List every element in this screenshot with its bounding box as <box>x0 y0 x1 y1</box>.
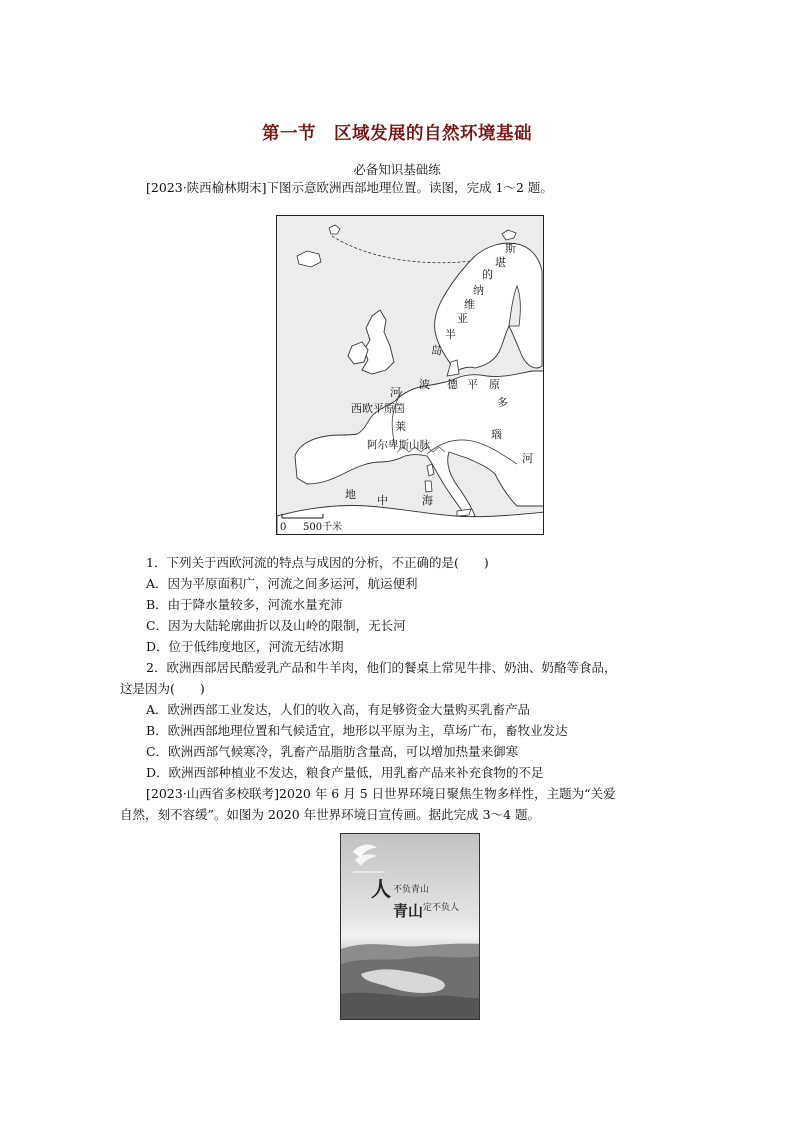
poster-logo-icon <box>353 845 385 872</box>
question-1-stem: 1．下列关于西欧河流的特点与成因的分析，不正确的是( ) <box>146 555 489 570</box>
poster-slogan-line2: 定不负人 <box>423 903 460 913</box>
question-2-stem: 2．欧洲西部居民酷爱乳产品和牛羊肉，他们的餐桌上常见牛排、奶油、奶酪等食品， <box>146 660 617 675</box>
europe-map-drawing <box>277 216 544 535</box>
poster-slogan-line1: 不负青山 <box>393 885 430 895</box>
map-label: 德 <box>447 378 458 391</box>
map-label: 波 <box>419 378 430 391</box>
map-label: 莱 <box>395 420 406 433</box>
europe-map <box>276 215 544 535</box>
map-label: 河 <box>522 452 533 465</box>
page-title: 第一节 区域发展的自然环境基础 <box>262 124 532 144</box>
question-intro-1: [2023·陕西榆林期末]下图示意欧洲西部地理位置。读图，完成 1～2 题。 <box>146 180 553 195</box>
map-label: 多 <box>497 396 508 409</box>
environment-day-poster <box>340 833 480 1020</box>
map-label: 地 <box>345 488 356 501</box>
map-label: 亚 <box>457 312 468 325</box>
question-1-option-a: A．因为平原面积广，河流之间多运河，航运便利 <box>146 576 418 591</box>
map-label: 岛 <box>431 344 442 357</box>
question-2-option-c: C．欧洲西部气候寒冷，乳畜产品脂肪含量高，可以增加热量来御寒 <box>146 744 519 759</box>
poster-slogan-ren: 人 <box>371 877 391 901</box>
question-1-option-b: B．由于降水量较多，河流水量充沛 <box>146 597 343 612</box>
map-label: 堪 <box>495 256 506 269</box>
question-2-option-b: B．欧洲西部地理位置和气候适宜，地形以平原为主，草场广布，畜牧业发达 <box>146 723 568 738</box>
map-label: 海 <box>422 494 433 507</box>
question-intro-2: [2023·山西省多校联考]2020 年 6 月 5 日世界环境日聚焦生物多样性，主题为“关爱 <box>146 786 616 801</box>
map-label: 阿尔卑斯山脉 <box>367 439 430 451</box>
map-label: 平 <box>467 378 478 391</box>
map-label: 斯 <box>505 242 516 255</box>
map-label: 的 <box>482 268 493 281</box>
question-intro-2-cont: 自然，刻不容缓”。如图为 2020 年世界环境日宣传画。据此完成 3～4 题。 <box>120 807 541 822</box>
map-label: 半 <box>445 328 456 341</box>
map-label: 西欧平原 <box>351 402 395 415</box>
map-label: 原 <box>489 378 500 391</box>
map-label: 瑙 <box>491 428 502 441</box>
section-subtitle: 必备知识基础练 <box>353 162 441 177</box>
question-2-stem-cont: 这是因为( ) <box>120 681 205 696</box>
map-label: 河 <box>390 386 401 399</box>
question-1-option-c: C．因为大陆轮廓曲折以及山岭的限制，无长河 <box>146 618 406 633</box>
question-2-option-d: D．欧洲西部种植业不发达，粮食产量低，用乳畜产品来补充食物的不足 <box>146 765 544 780</box>
question-2-option-a: A．欧洲西部工业发达，人们的收入高，有足够资金大量购买乳畜产品 <box>146 702 531 717</box>
scale-zero: 0 <box>280 522 287 533</box>
map-label: 纳 <box>473 284 484 297</box>
question-1-option-d: D．位于低纬度地区，河流无结冰期 <box>146 639 344 654</box>
map-label: 茵 <box>394 402 405 415</box>
scale-label: 500千米 <box>303 522 343 533</box>
map-label: 中 <box>377 494 388 507</box>
poster-slogan-qingshan: 青山 <box>393 902 424 920</box>
map-label: 维 <box>464 298 475 311</box>
